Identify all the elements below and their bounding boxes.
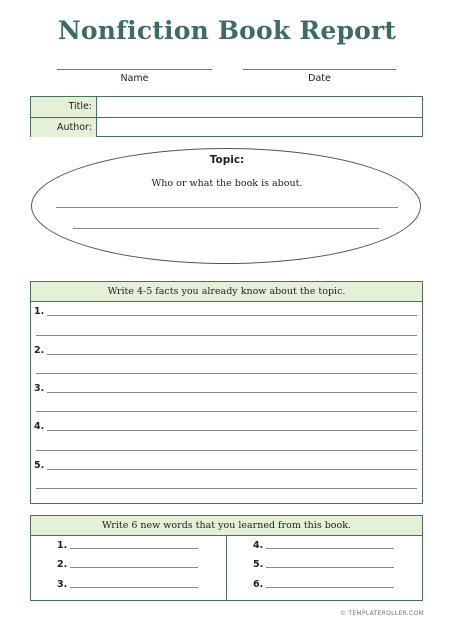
- name-label: Name: [120, 73, 149, 84]
- words-divider: [226, 535, 227, 601]
- fact-line[interactable]: [36, 488, 417, 489]
- fact-line[interactable]: [36, 450, 417, 451]
- word-line[interactable]: [70, 548, 198, 549]
- facts-heading: Write 4-5 facts you already know about the topic.: [31, 282, 422, 302]
- fact-number: 1.: [34, 306, 45, 317]
- fact-number: 5.: [34, 460, 45, 471]
- word-number: 5.: [253, 559, 264, 570]
- word-number: 3.: [57, 579, 68, 590]
- topic-heading: Topic:: [209, 154, 245, 166]
- fact-line[interactable]: [47, 315, 417, 316]
- word-number: 2.: [57, 559, 68, 570]
- fact-line[interactable]: [36, 411, 417, 412]
- fact-number: 2.: [34, 345, 45, 356]
- word-number: 4.: [253, 540, 264, 551]
- fact-line[interactable]: [47, 354, 417, 355]
- word-line[interactable]: [266, 567, 394, 568]
- fact-number: 4.: [34, 421, 45, 432]
- word-line[interactable]: [266, 587, 394, 588]
- name-line[interactable]: [57, 69, 212, 70]
- fact-line[interactable]: [36, 373, 417, 374]
- title-label: Title:: [31, 97, 97, 117]
- book-info-table: [30, 96, 423, 137]
- word-line[interactable]: [266, 548, 394, 549]
- word-number: 1.: [57, 540, 68, 551]
- footer-credit: © TEMPLATEROLLER.COM: [339, 610, 424, 617]
- page-title: Nonfiction Book Report: [57, 16, 397, 45]
- topic-line[interactable]: [73, 228, 379, 229]
- date-line[interactable]: [243, 69, 396, 70]
- author-row: [31, 117, 422, 137]
- date-label: Date: [308, 73, 331, 84]
- topic-line[interactable]: [56, 207, 398, 208]
- fact-number: 3.: [34, 383, 45, 394]
- word-line[interactable]: [70, 587, 198, 588]
- word-line[interactable]: [70, 567, 198, 568]
- fact-line[interactable]: [36, 335, 417, 336]
- topic-prompt: Who or what the book is about.: [151, 178, 303, 189]
- title-row: [31, 97, 422, 117]
- fact-line[interactable]: [47, 430, 417, 431]
- word-number: 6.: [253, 579, 264, 590]
- author-label: Author:: [31, 118, 97, 137]
- fact-line[interactable]: [47, 392, 417, 393]
- fact-line[interactable]: [47, 469, 417, 470]
- words-heading: Write 6 new words that you learned from this book.: [31, 516, 422, 536]
